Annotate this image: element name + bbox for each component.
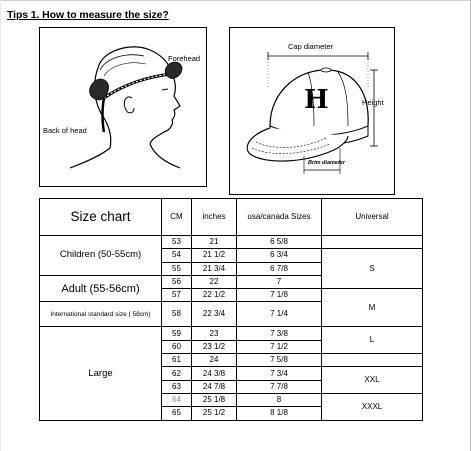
cell-usa: 7 1/4: [237, 302, 322, 327]
table-row: [40, 236, 423, 249]
group-large: Large: [40, 327, 162, 420]
header-universal: Universal: [322, 199, 423, 236]
cell-inches: 22 1/2: [192, 289, 237, 302]
brim-diameter-label: Brim diameter: [308, 160, 345, 166]
cell-inches: 25 1/8: [192, 393, 237, 406]
header-size-chart: Size chart: [40, 199, 162, 236]
cell-cm: 65: [162, 407, 192, 420]
cap-measure-illustration: [229, 27, 395, 195]
cell-inches: 23: [192, 327, 237, 340]
cell-usa: 6 3/4: [237, 249, 322, 262]
cell-cm: 55: [162, 262, 192, 275]
cell-inches: 25 1/2: [192, 407, 237, 420]
cell-inches: 22: [192, 275, 237, 288]
cell-inches: 21 1/2: [192, 249, 237, 262]
table-header-row: [40, 199, 423, 236]
cell-cm: 59: [162, 327, 192, 340]
cap-height-label: Height: [362, 98, 384, 107]
cell-cm: 64: [162, 393, 192, 406]
cell-inches: 24 3/8: [192, 367, 237, 380]
cell-usa: 7 1/2: [237, 340, 322, 353]
table-row: [40, 327, 423, 340]
cell-inches: 21 3/4: [192, 262, 237, 275]
cell-usa: 8: [237, 393, 322, 406]
header-inches: inches: [192, 199, 237, 236]
cell-cm: 63: [162, 380, 192, 393]
cell-usa: 7 3/4: [237, 367, 322, 380]
head-measure-illustration: [39, 27, 207, 187]
forehead-label: Forehead: [168, 54, 201, 63]
cell-usa: 6 7/8: [237, 262, 322, 275]
cell-usa: 7 3/8: [237, 327, 322, 340]
group-adult: Adult (55-56cm): [40, 275, 162, 302]
page-title: Tips 1. How to measure the size?: [7, 9, 169, 21]
cell-cm: 53: [162, 236, 192, 249]
cell-usa: 6 5/8: [237, 236, 322, 249]
universal-l: L: [322, 327, 423, 354]
cap-diameter-label: Cap diameter: [288, 42, 334, 51]
cell-cm: 61: [162, 354, 192, 367]
frame-top-border: [0, 0, 471, 1]
head-drawing: [40, 28, 206, 186]
cell-inches: 24 7/8: [192, 380, 237, 393]
cap-logo-letter: H: [304, 85, 329, 115]
cell-cm: 60: [162, 340, 192, 353]
cell-usa: 7: [237, 275, 322, 288]
universal-s: S: [322, 249, 423, 289]
universal-xxl: XXL: [322, 367, 423, 394]
cell-universal-empty: [322, 236, 423, 249]
cell-inches: 21: [192, 236, 237, 249]
cell-inches: 22 3/4: [192, 302, 237, 327]
size-chart-table: [39, 198, 423, 421]
group-international: International standard size ( 58cm): [40, 302, 162, 327]
cell-cm: 57: [162, 289, 192, 302]
cell-usa: 8 1/8: [237, 407, 322, 420]
header-usa-sizes: usa/canada Sizes: [237, 199, 322, 236]
cell-cm: 58: [162, 302, 192, 327]
cap-drawing: [230, 28, 394, 194]
cell-usa: 7 1/8: [237, 289, 322, 302]
universal-m: M: [322, 289, 423, 327]
cell-cm: 56: [162, 275, 192, 288]
cell-usa: 7 7/8: [237, 380, 322, 393]
cell-cm: 54: [162, 249, 192, 262]
header-cm: CM: [162, 199, 192, 236]
universal-xxxl: XXXL: [322, 393, 423, 420]
cell-inches: 23 1/2: [192, 340, 237, 353]
cell-inches: 24: [192, 354, 237, 367]
cell-usa: 7 5/8: [237, 354, 322, 367]
frame-left-border: [0, 0, 1, 451]
group-children: Children (50-55cm): [40, 236, 162, 276]
cell-cm: 62: [162, 367, 192, 380]
back-of-head-label: Back of head: [43, 126, 87, 135]
